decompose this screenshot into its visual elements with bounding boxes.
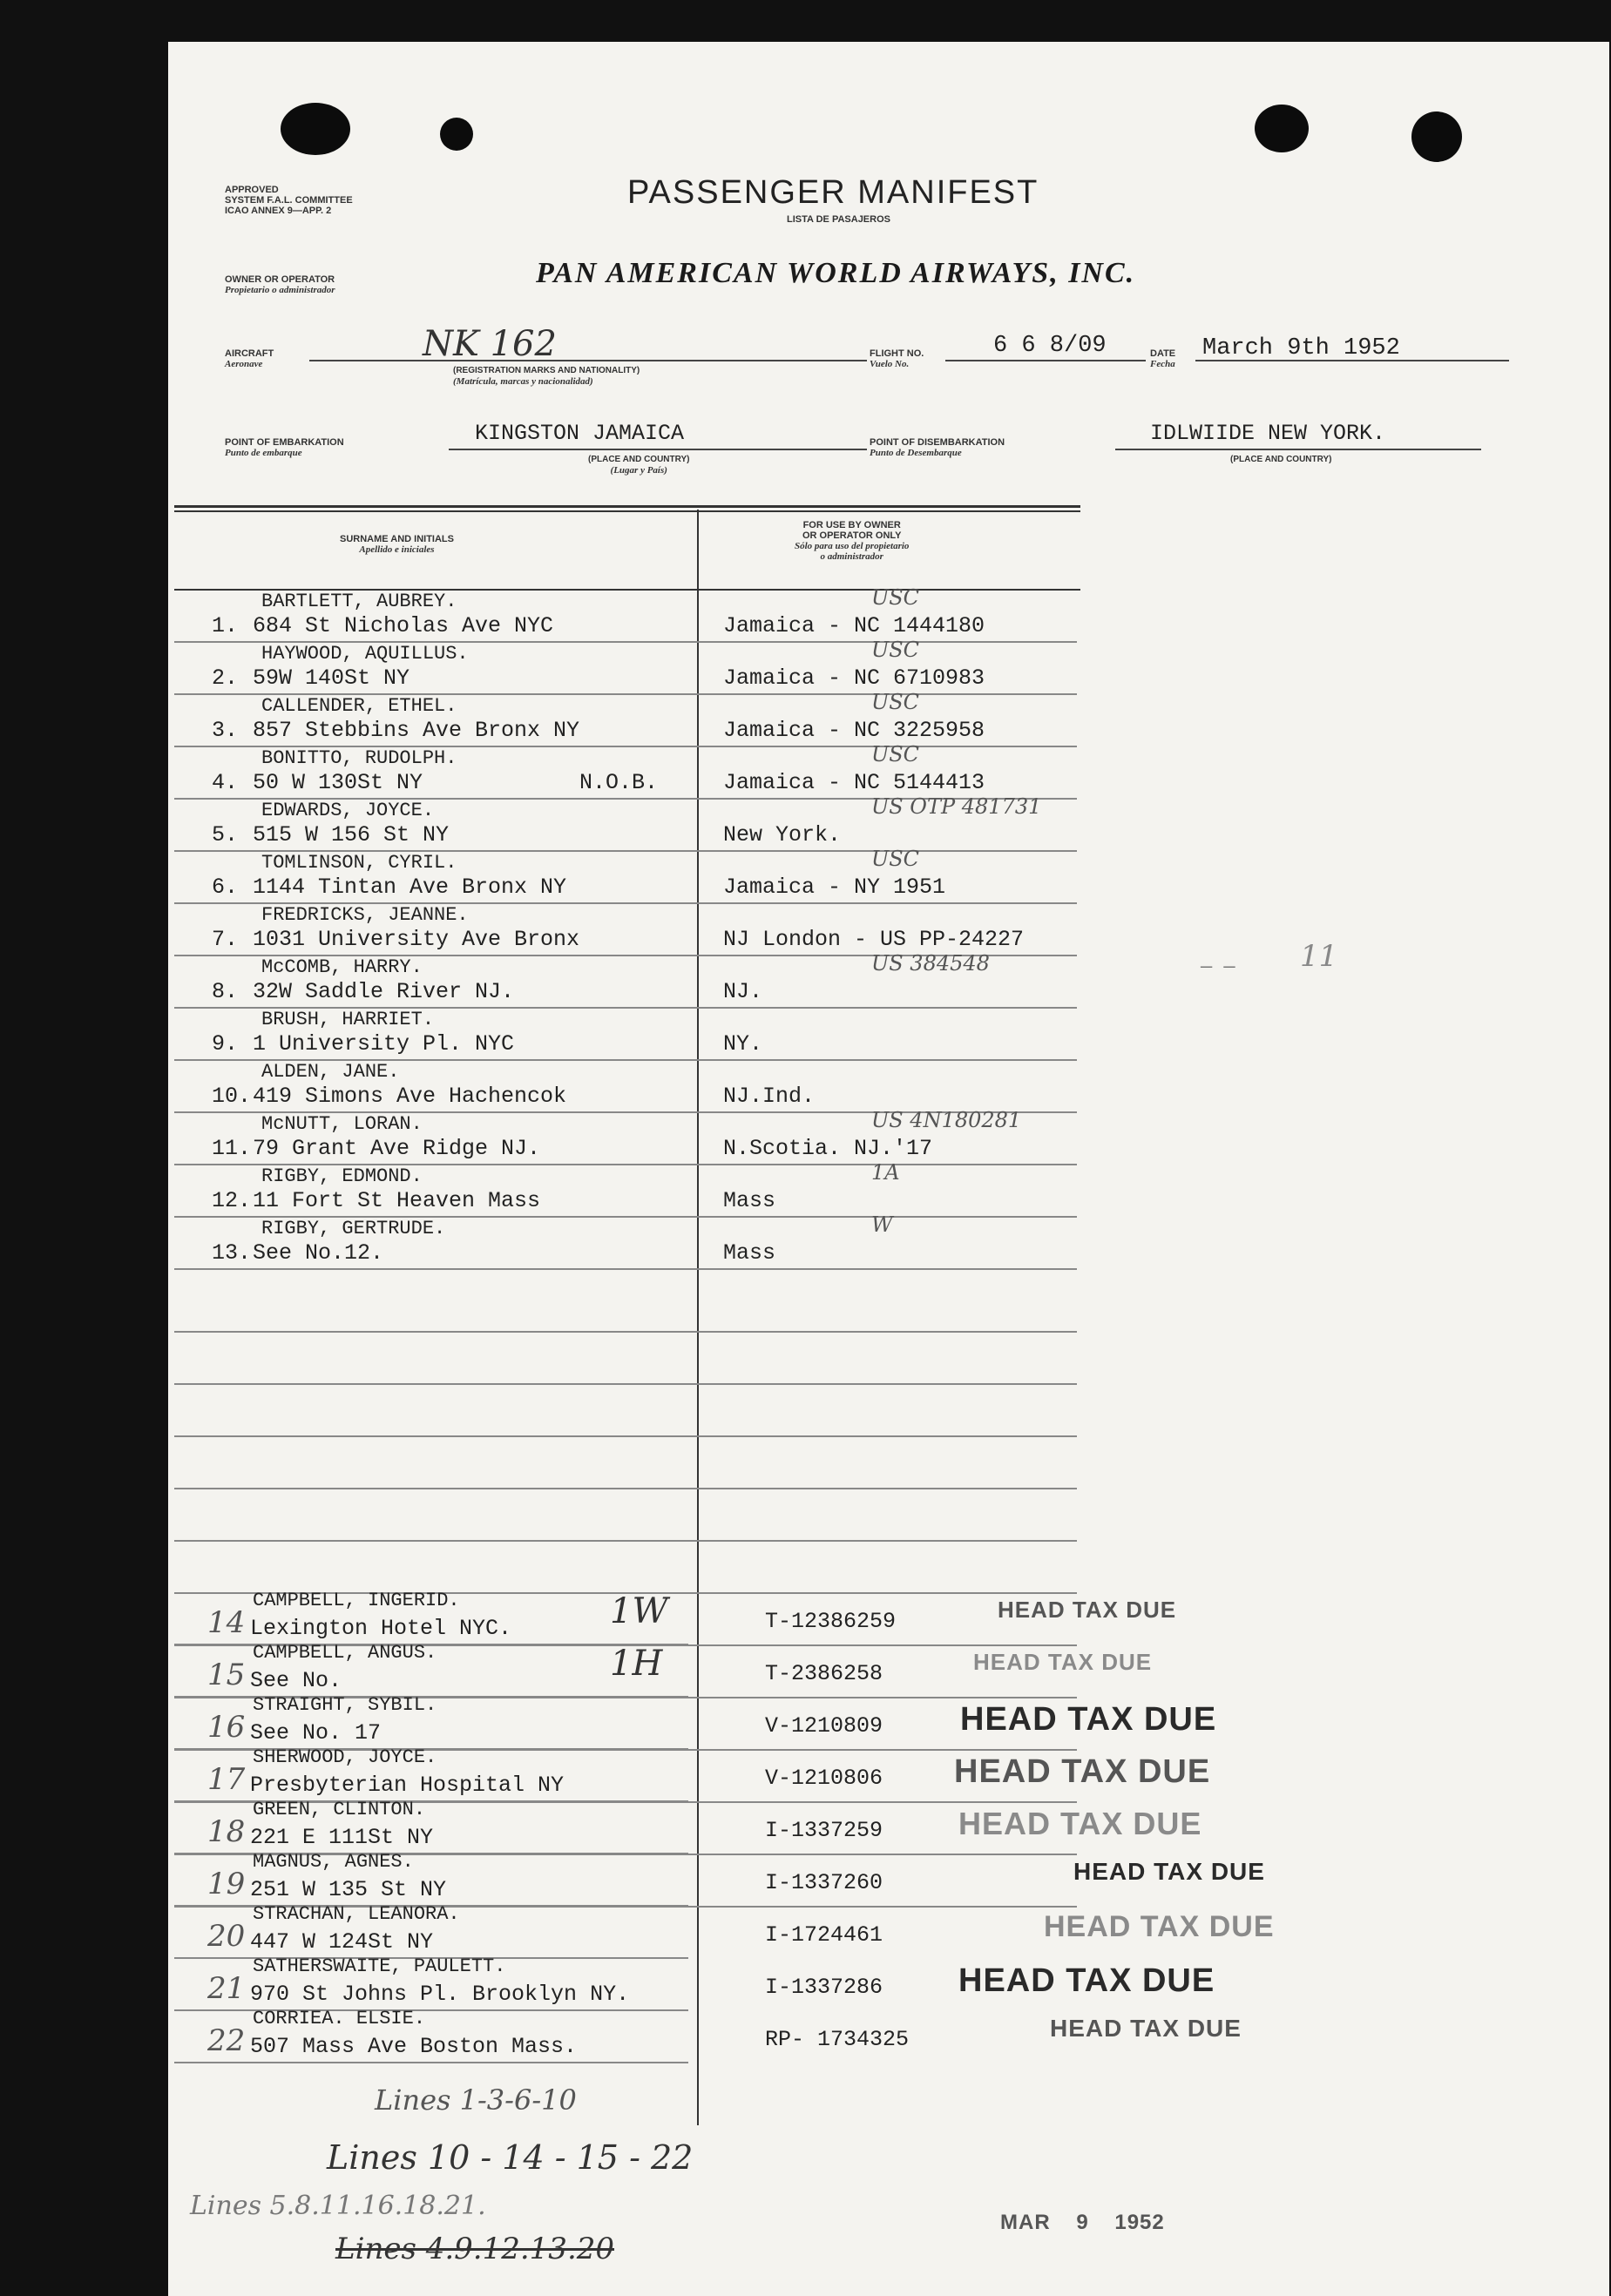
- operator-entry: T-2386258: [765, 1661, 883, 1686]
- passenger-number: 19: [207, 1867, 246, 1901]
- passenger-name: SATHERSWAITE, PAULETT.: [253, 1955, 506, 1977]
- passenger-name: RIGBY, GERTRUDE.: [261, 1218, 446, 1239]
- punch-hole-right-center: [1255, 105, 1309, 152]
- aircraft-underline: [309, 360, 867, 361]
- punch-hole-right: [1411, 111, 1462, 162]
- passenger-number: 5.: [212, 822, 239, 847]
- passenger-name: CORRIEA. ELSIE.: [253, 2008, 426, 2029]
- flight-value: 6 6 8/09: [993, 333, 1107, 359]
- handwritten-annotation: 1A: [871, 1160, 900, 1185]
- passenger-address: 1031 University Ave Bronx: [253, 927, 580, 952]
- passenger-name: SHERWOOD, JOYCE.: [253, 1746, 437, 1768]
- operator-name: PAN AMERICAN WORLD AIRWAYS, INC.: [536, 257, 1136, 289]
- passenger-name: BONITTO, RUDOLPH.: [261, 747, 457, 769]
- passenger-address: 857 Stebbins Ave Bronx NY: [253, 718, 580, 743]
- passenger-name: ALDEN, JANE.: [261, 1061, 400, 1083]
- aircraft-note: (REGISTRATION MARKS AND NATIONALITY) (Matrícula, marcas y nacionalidad): [453, 366, 640, 387]
- operator-entry: Jamaica - NY 1951: [723, 875, 946, 900]
- passenger-number: 14: [207, 1605, 246, 1640]
- passenger-name: FREDRICKS, JEANNE.: [261, 904, 469, 926]
- table-top-rule: [174, 505, 1080, 508]
- passenger-address: 59W 140St NY: [253, 665, 410, 691]
- passenger-address: See No.12.: [253, 1240, 384, 1266]
- passenger-name: MAGNUS, AGNES.: [253, 1851, 414, 1873]
- passenger-address: 11 Fort St Heaven Mass: [253, 1188, 541, 1213]
- passenger-address: 50 W 130St NY: [253, 770, 423, 795]
- passenger-number: 7.: [212, 927, 239, 952]
- footer-note-3: Lines 5.8.11.16.18.21.: [190, 2191, 486, 2221]
- operator-entry: N.Scotia. NJ.'17: [723, 1136, 933, 1161]
- passenger-address: 447 W 124St NY: [250, 1929, 434, 1955]
- passenger-name: BARTLETT, AUBREY.: [261, 591, 457, 612]
- passenger-name: HAYWOOD, AQUILLUS.: [261, 643, 469, 665]
- operator-entry: NJ.Ind.: [723, 1084, 816, 1109]
- received-date-stamp: MAR 9 1952: [1000, 2211, 1165, 2234]
- head-tax-stamp: HEAD TAX DUE: [958, 1806, 1202, 1841]
- operator-entry: Jamaica - NC 5144413: [723, 770, 985, 795]
- passenger-number: 3.: [212, 718, 239, 743]
- blank-row-rule: [174, 1331, 1077, 1333]
- footer-note-2: Lines 10 - 14 - 15 - 22: [327, 2138, 694, 2177]
- passenger-address: 32W Saddle River NJ.: [253, 979, 515, 1004]
- passenger-name: McCOMB, HARRY.: [261, 956, 423, 978]
- date-label: DATE Fecha: [1150, 348, 1176, 369]
- operator-entry: I-1724461: [765, 1922, 883, 1948]
- passenger-name: STRAIGHT, SYBIL.: [253, 1694, 437, 1716]
- operator-entry: NY.: [723, 1031, 763, 1057]
- handwritten-annotation: USC: [871, 690, 920, 714]
- handwritten-annotation: USC: [871, 585, 920, 610]
- disembarkation-value: IDLWIIDE NEW YORK.: [1150, 421, 1386, 446]
- passenger-extra: N.O.B.: [579, 770, 659, 795]
- embarkation-label: POINT OF EMBARKATION Punto de embarque: [225, 437, 344, 458]
- handwritten-annotation: US 4N180281: [871, 1108, 1022, 1132]
- passenger-number: 2.: [212, 665, 239, 691]
- passenger-number: 4.: [212, 770, 239, 795]
- handwritten-annotation: USC: [871, 638, 920, 662]
- handwritten-annotation: W: [871, 1212, 893, 1237]
- head-tax-stamp: HEAD TAX DUE: [954, 1753, 1211, 1790]
- aircraft-label: AIRCRAFT Aeronave: [225, 348, 274, 369]
- row-rule: [174, 2009, 688, 2011]
- passenger-number: 22: [207, 2023, 246, 2058]
- page-title: PASSENGER MANIFEST: [627, 174, 1039, 211]
- passenger-address: 970 St Johns Pl. Brooklyn NY.: [250, 1982, 630, 2007]
- blank-row-rule: [174, 1488, 1077, 1489]
- head-tax-stamp: HEAD TAX DUE: [960, 1701, 1217, 1738]
- handwritten-annotation: USC: [871, 742, 920, 766]
- passenger-number: 17: [207, 1762, 246, 1797]
- surname-column-header: SURNAME AND INITIALS Apellido e iniciales: [340, 534, 454, 555]
- passenger-address: 221 E 111St NY: [250, 1825, 434, 1850]
- disembarkation-note: (PLACE AND COUNTRY): [1230, 455, 1332, 464]
- handwritten-annotation: USC: [871, 847, 920, 871]
- passenger-number: 15: [207, 1658, 246, 1692]
- approval-block: APPROVED SYSTEM F.A.L. COMMITTEE ICAO ANNEX 9—APP. 2: [225, 185, 353, 216]
- side-mark: 11: [1300, 939, 1338, 974]
- operator-entry: Mass: [723, 1240, 776, 1266]
- punch-hole-left-center: [440, 118, 473, 151]
- disembarkation-underline: [1115, 449, 1481, 450]
- head-tax-stamp: HEAD TAX DUE: [1044, 1910, 1275, 1943]
- operator-entry: Mass: [723, 1188, 776, 1213]
- passenger-address: 79 Grant Ave Ridge NJ.: [253, 1136, 541, 1161]
- footer-note-4: Lines 4.9.12.13.20: [335, 2232, 615, 2266]
- row-rule: [174, 1853, 688, 1854]
- operator-entry: V-1210806: [765, 1766, 883, 1791]
- side-dash-marks: — —: [1201, 956, 1235, 978]
- operator-column-header: FOR USE BY OWNER OR OPERATOR ONLY Sólo para uso del propietario o administrador: [795, 520, 910, 562]
- column-divider: [697, 510, 699, 2125]
- table-top-rule-2: [174, 510, 1080, 512]
- page-title-spanish: LISTA DE PASAJEROS: [787, 214, 890, 225]
- passenger-name: GREEN, CLINTON.: [253, 1799, 426, 1820]
- embarkation-underline: [449, 449, 867, 450]
- passenger-number: 11.: [212, 1136, 252, 1161]
- passenger-address: See No. 17: [250, 1720, 382, 1746]
- passenger-number: 6.: [212, 875, 239, 900]
- passenger-name: CAMPBELL, INGERID.: [253, 1590, 460, 1611]
- operator-entry: I-1337260: [765, 1870, 883, 1895]
- passenger-name: EDWARDS, JOYCE.: [261, 800, 435, 821]
- date-value: March 9th 1952: [1202, 335, 1400, 361]
- passenger-number: 1.: [212, 613, 239, 638]
- passenger-address: 515 W 156 St NY: [253, 822, 450, 847]
- operator-entry: Jamaica - NC 1444180: [723, 613, 985, 638]
- head-tax-stamp: HEAD TAX DUE: [973, 1649, 1153, 1675]
- passenger-name: CAMPBELL, ANGUS.: [253, 1642, 437, 1664]
- passenger-number: 16: [207, 1710, 246, 1745]
- operator-entry: V-1210809: [765, 1713, 883, 1739]
- handwritten-annotation: US OTP 481731: [871, 794, 1042, 819]
- passenger-number: 20: [207, 1919, 246, 1954]
- operator-entry: Jamaica - NC 3225958: [723, 718, 985, 743]
- passenger-address: See No.: [250, 1668, 342, 1693]
- passenger-number: 10.: [212, 1084, 252, 1109]
- passenger-number: 8.: [212, 979, 239, 1004]
- blank-row-rule: [174, 1435, 1077, 1437]
- passenger-name: McNUTT, LORAN.: [261, 1113, 423, 1135]
- disembarkation-label: POINT OF DISEMBARKATION Punto de Desembarque: [870, 437, 1005, 458]
- passenger-address: Lexington Hotel NYC.: [250, 1616, 512, 1641]
- footer-note-1: Lines 1-3-6-10: [375, 2083, 577, 2117]
- owner-label: OWNER OR OPERATOR Propietario o administrador: [225, 274, 335, 295]
- passenger-name: CALLENDER, ETHEL.: [261, 695, 457, 717]
- aircraft-value: NK 162: [423, 324, 557, 364]
- operator-entry: NJ.: [723, 979, 763, 1004]
- passenger-address: 507 Mass Ave Boston Mass.: [250, 2034, 578, 2059]
- passenger-address: 1 University Pl. NYC: [253, 1031, 515, 1057]
- passenger-address: Presbyterian Hospital NY: [250, 1773, 565, 1798]
- row-rule: [174, 1800, 688, 1802]
- passenger-address: 251 W 135 St NY: [250, 1877, 447, 1902]
- flight-underline: [945, 360, 1146, 361]
- operator-entry: Jamaica - NC 6710983: [723, 665, 985, 691]
- handwritten-mark: 1W: [610, 1591, 668, 1631]
- operator-entry: RP- 1734325: [765, 2027, 910, 2052]
- passenger-name: RIGBY, EDMOND.: [261, 1165, 423, 1187]
- row-rule: [174, 2062, 688, 2063]
- passenger-number: 12.: [212, 1188, 252, 1213]
- handwritten-annotation: US 384548: [871, 951, 990, 976]
- operator-entry: I-1337259: [765, 1818, 883, 1843]
- passenger-number: 21: [207, 1971, 246, 2006]
- head-tax-stamp: HEAD TAX DUE: [1050, 2015, 1242, 2042]
- blank-row-rule: [174, 1383, 1077, 1385]
- operator-entry: NJ London - US PP-24227: [723, 927, 1025, 952]
- passenger-number: 9.: [212, 1031, 239, 1057]
- operator-entry: T-12386259: [765, 1609, 897, 1634]
- embarkation-note: (PLACE AND COUNTRY) (Lugar y País): [588, 455, 690, 476]
- passenger-address: 1144 Tintan Ave Bronx NY: [253, 875, 567, 900]
- passenger-name: TOMLINSON, CYRIL.: [261, 852, 457, 874]
- passenger-name: STRACHAN, LEANORA.: [253, 1903, 460, 1925]
- passenger-number: 18: [207, 1814, 246, 1849]
- flight-label: FLIGHT NO. Vuelo No.: [870, 348, 924, 369]
- operator-entry: New York.: [723, 822, 842, 847]
- passenger-name: BRUSH, HARRIET.: [261, 1009, 435, 1030]
- operator-entry: I-1337286: [765, 1975, 883, 2000]
- head-tax-stamp: HEAD TAX DUE: [998, 1597, 1177, 1623]
- passenger-number: 13.: [212, 1240, 252, 1266]
- row-rule: [174, 1268, 1077, 1270]
- head-tax-stamp: HEAD TAX DUE: [958, 1962, 1215, 1999]
- handwritten-mark: 1H: [610, 1644, 663, 1684]
- head-tax-stamp: HEAD TAX DUE: [1073, 1858, 1265, 1885]
- passenger-address: 684 St Nicholas Ave NYC: [253, 613, 554, 638]
- embarkation-value: KINGSTON JAMAICA: [475, 421, 685, 446]
- blank-row-rule: [174, 1540, 1077, 1542]
- punch-hole-left: [281, 103, 350, 155]
- passenger-address: 419 Simons Ave Hachencok: [253, 1084, 567, 1109]
